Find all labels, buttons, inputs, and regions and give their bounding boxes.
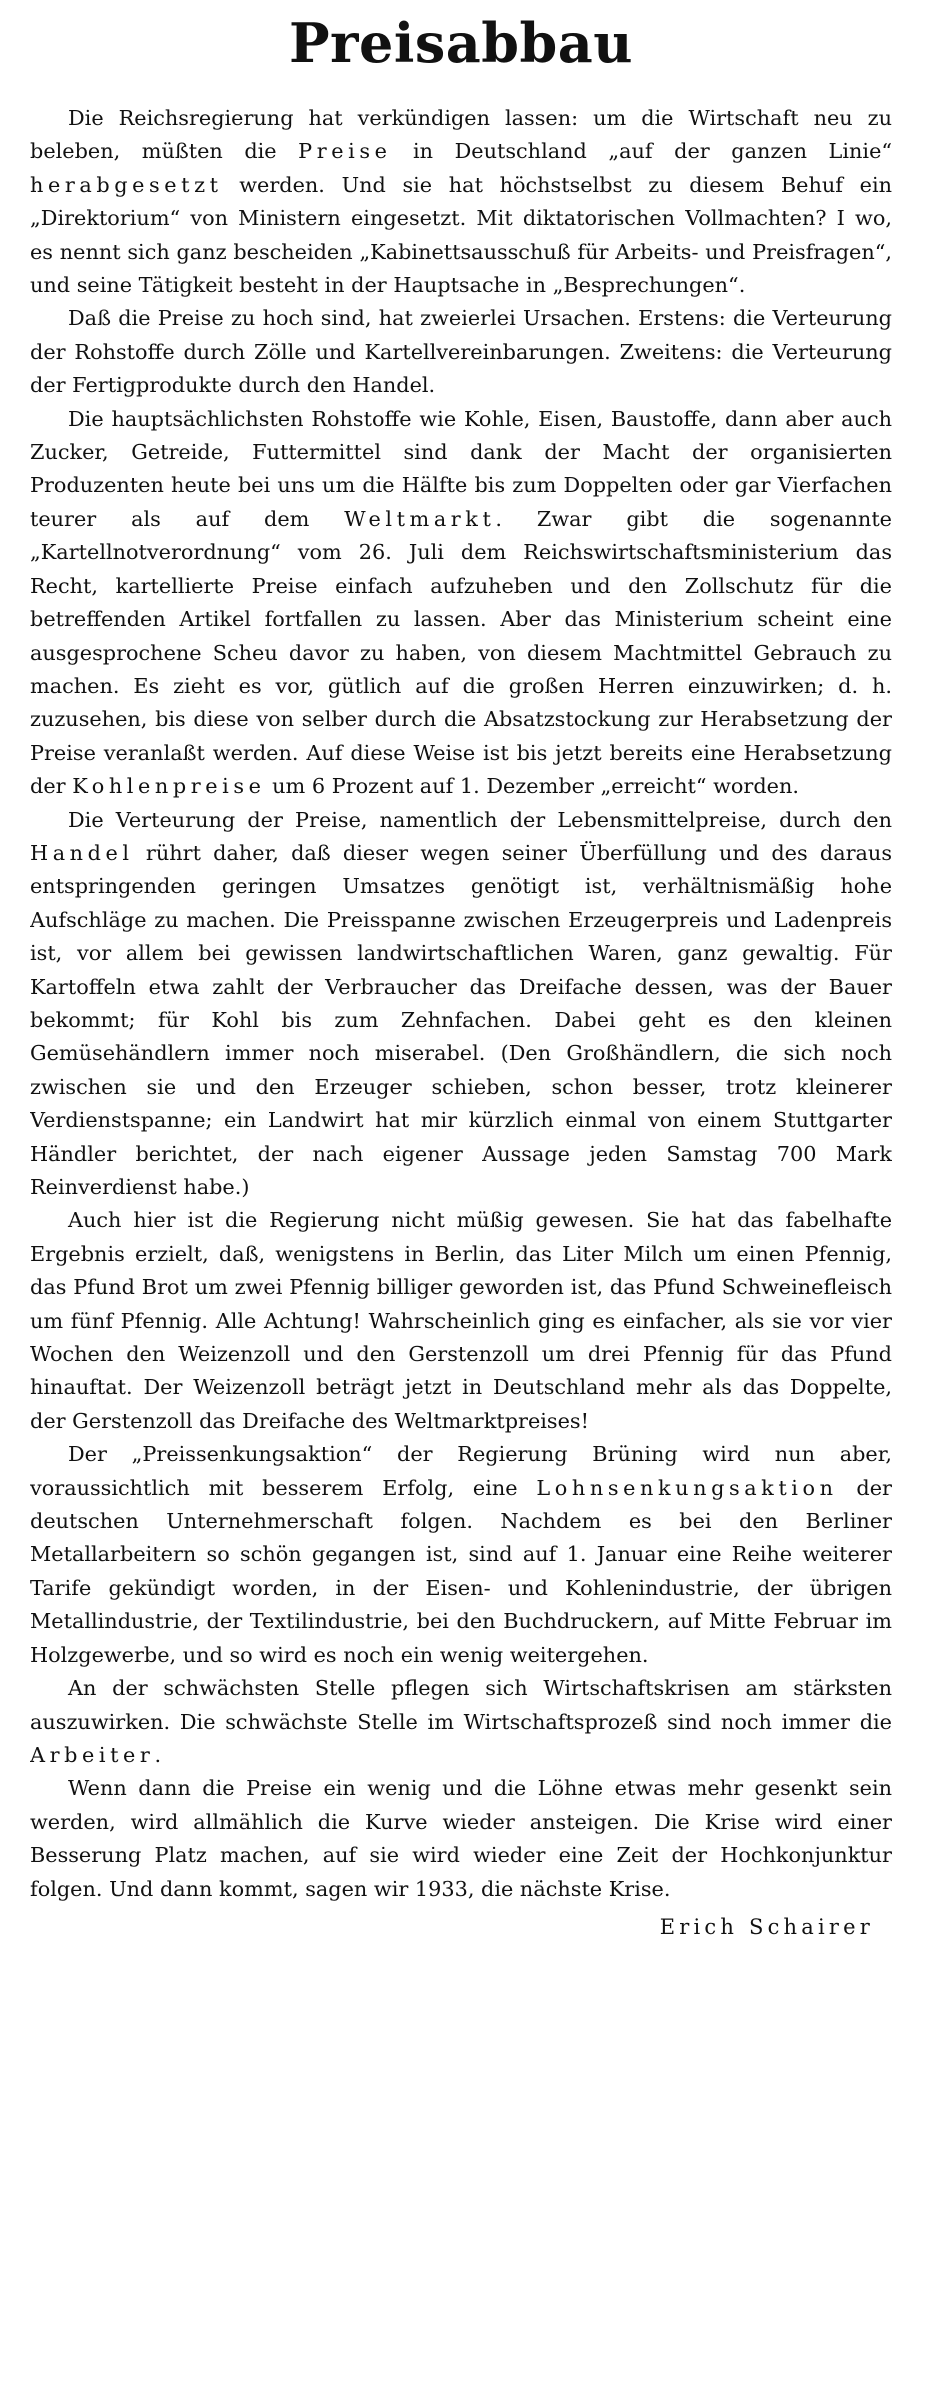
paragraph-text: Auch hier ist die Regierung nicht müßig gewesen. Sie hat das fabelhafte Ergebnis erzielt, daß, wenigstens in Berlin, das Liter Milch um einen Pfennig, das Pfund Brot um zwei Pfennig billiger geworden ist, das Pfund Schweinefleisch um fünf Pfennig. Alle Achtung! Wahrscheinlich ging es einfacher, als sie vor vier Wochen den Weizenzoll und den Gerstenzoll um drei Pfennig für das Pfund hinauftat. Der Weizenzoll beträgt jetzt in Deutschland mehr als das Doppelte, der Gerstenzoll das Dreifache des Weltmarktpreises! [30,1208,892,1433]
emphasized-text: Preise [298,139,392,164]
paragraph-text: werden. Und sie hat höchstselbst zu diesem Behuf ein „Direktorium“ von Ministern eingesetzt. Mit diktatorischen Vollmachten? I wo, es nennt sich ganz bescheiden „Kabinettsausschuß für Arbeits- und Preisfragen“, und seine Tätigkeit besteht in der Hauptsache in „Besprechungen“. [30,172,892,298]
emphasized-text: Lohnsenkungsaktion [536,1475,838,1500]
emphasized-text: Handel [30,840,134,865]
article-paragraph [30,302,892,402]
article-title: Preisabbau [288,11,634,75]
paragraph-text: Die hauptsächlichsten Rohstoffe wie Kohle, Eisen, Baustoffe, dann aber auch Zucker, Getreide, Futtermittel sind dank der Macht der organisierten Produzenten heute bei uns um die Hälfte bis zum Doppelten oder gar Vierfachen teurer als auf dem [30,406,892,531]
emphasized-text: Kohlenpreise [72,774,266,799]
article-page [30,8,892,2392]
article-paragraph [30,1438,892,1672]
article-paragraph [30,102,892,302]
emphasized-text: Weltmarkt [344,506,496,531]
paragraph-text: Wenn dann die Preise ein wenig und die Löhne etwas mehr gesenkt sein werden, wird allmählich die Kurve wieder ansteigen. Die Krise wird einer Besserung Platz machen, auf sie wird wieder eine Zeit der Hochkonjunktur folgen. Und dann kommt, sagen wir 1933, die nächste Krise. [30,1776,892,1901]
paragraph-text: um 6 Prozent auf 1. Dezember „erreicht“ worden. [265,774,799,799]
paragraph-text: Der „Preissenkungsaktion“ der Regierung Brüning wird nun aber, voraussichtlich mit besserem Erfolg, eine [30,1442,892,1500]
paragraph-text: der deutschen Unternehmerschaft folgen. Nachdem es bei den Berliner Metallarbeitern so schön gegangen ist, sind auf 1. Januar eine Reihe weiterer Tarife gekündigt worden, in der Eisen- und Kohlenindustrie, der übrigen Metallindustrie, der Textilindustrie, bei den Buchdruckern, auf Mitte Februar im Holzgewerbe, und so wird es noch ein wenig weitergehen. [30,1475,892,1667]
paragraph-text: Die Verteurung der Preise, namentlich der Lebensmittelpreise, durch den [68,807,892,832]
article-paragraph [30,403,892,804]
paragraph-text: in Deutschland „auf der ganzen Linie“ [391,139,892,164]
article-paragraph [30,1772,892,1906]
emphasized-text: Arbeiter [30,1742,155,1767]
emphasized-text: herabgesetzt [30,172,223,197]
article-paragraph [30,804,892,1205]
article-paragraph [30,1204,892,1438]
paragraph-text: Die Reichsregierung hat verkündigen lassen: um die Wirtschaft neu zu beleben, müßten die [30,106,892,164]
paragraph-text: . Zwar gibt die sogenannte „Kartellnotverordnung“ vom 26. Juli dem Reichswirtschaftsministerium das Recht, kartellierte Preise einfach aufzuheben und den Zollschutz für die betreffenden Artikel fortfallen zu lassen. Aber das Ministerium scheint eine ausgesprochene Scheu davor zu haben, von diesem Machtmittel Gebrauch zu machen. Es zieht es vor, gütlich auf die großen Herren einzuwirken; d. h. zuzusehen, bis diese von selber durch die Absatzstockung zur Herabsetzung der Preise veranlaßt werden. Auf diese Weise ist bis jetzt bereits eine Herabsetzung der [30,506,892,799]
article-body [30,102,892,1906]
article-author: Erich Schairer [659,1914,874,1939]
article-paragraph [30,1672,892,1772]
paragraph-text: . [154,1742,162,1767]
paragraph-text: An der schwächsten Stelle pflegen sich Wirtschaftskrisen am stärksten auszuwirken. Die schwächste Stelle im Wirtschaftsprozeß sind noch immer die [30,1676,892,1734]
paragraph-text: Daß die Preise zu hoch sind, hat zweierlei Ursachen. Erstens: die Verteurung der Rohstoffe durch Zölle und Kartellvereinbarungen. Zweitens: die Verteurung der Fertigprodukte durch den Handel. [30,306,892,398]
paragraph-text: rührt daher, daß dieser wegen seiner Überfüllung und des daraus entspringenden geringen Umsatzes genötigt ist, verhältnismäßig hohe Aufschläge zu machen. Die Preisspanne zwischen Erzeugerpreis und Ladenpreis ist, vor allem bei gewissen landwirtschaftlichen Waren, ganz gewaltig. Für Kartoffeln etwa zahlt der Verbraucher das Dreifache dessen, was der Bauer bekommt; für Kohl bis zum Zehnfachen. Dabei geht es den kleinen Gemüsehändlern immer noch miserabel. (Den Großhändlern, die sich noch zwischen sie und den Erzeuger schieben, schon besser, trotz kleinerer Verdienstspanne; ein Landwirt hat mir kürzlich einmal von einem Stuttgarter Händler berichtet, der nach eigener Aussage jeden Samstag 700 Mark Reinverdienst habe.) [30,840,892,1199]
